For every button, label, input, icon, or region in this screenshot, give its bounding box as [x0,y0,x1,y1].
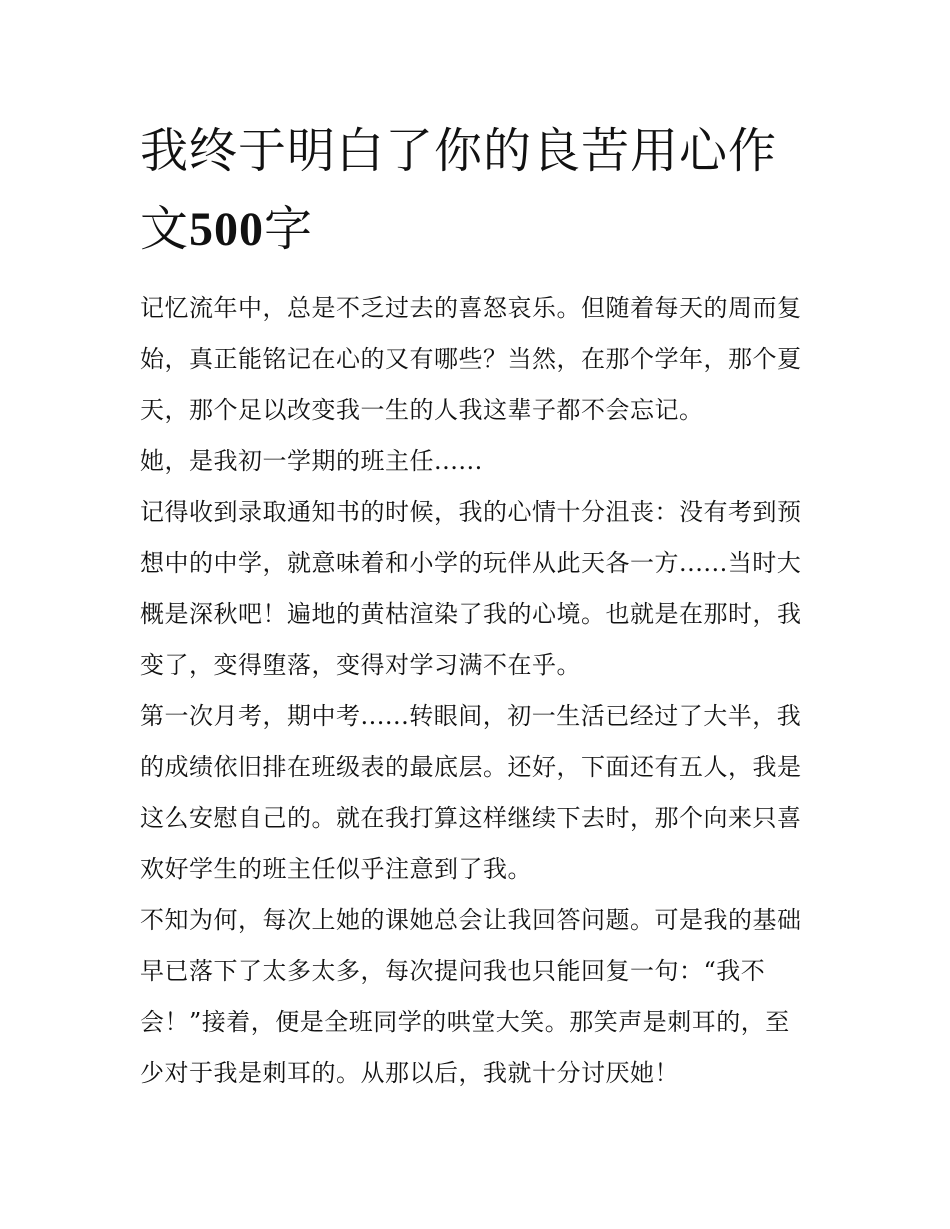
text-line: 早已落下了太多太多，每次提问我也只能回复一句：“我不 [140,957,766,985]
text-line: 会！”接着，便是全班同学的哄堂大笑。那笑声是刺耳的，至 [140,1008,790,1036]
document-body [140,283,820,1099]
text-line: 她，是我初一学期的班主任...... [140,447,483,475]
title-text-part1: 我终于明白了你的良苦用心作文 [140,123,778,257]
text-line: 想中的中学，就意味着和小学的玩伴从此天各一方......当时大 [140,549,802,577]
title-number: 500 [189,203,265,256]
text-line: 这么安慰自己的。就在我打算这样继续下去时，那个向来只喜 [140,804,802,832]
text-line: 不知为何，每次上她的课她总会让我回答问题。可是我的基础 [140,906,802,934]
text-line: 概是深秋吧！遍地的黄枯渲染了我的心境。也就是在那时，我 [140,600,802,628]
text-line: 记忆流年中，总是不乏过去的喜怒哀乐。但随着每天的周而复 [140,294,802,322]
document-title [140,112,820,269]
text-line: 天，那个足以改变我一生的人我这辈子都不会忘记。 [140,396,704,424]
text-line: 欢好学生的班主任似乎注意到了我。 [140,855,532,883]
text-line: 变了，变得堕落，变得对学习满不在乎。 [140,651,581,679]
text-line: 记得收到录取通知书的时候，我的心情十分沮丧：没有考到预 [140,498,802,526]
text-line: 的成绩依旧排在班级表的最底层。还好，下面还有五人，我是 [140,753,802,781]
text-line: 第一次月考，期中考......转眼间，初一生活已经过了大半，我 [140,702,802,730]
text-line: 少对于我是刺耳的。从那以后，我就十分讨厌她！ [140,1059,679,1087]
title-text-part2: 字 [264,201,314,257]
document-page [140,112,820,1099]
text-line: 始，真正能铭记在心的又有哪些？当然，在那个学年，那个夏 [140,345,802,373]
